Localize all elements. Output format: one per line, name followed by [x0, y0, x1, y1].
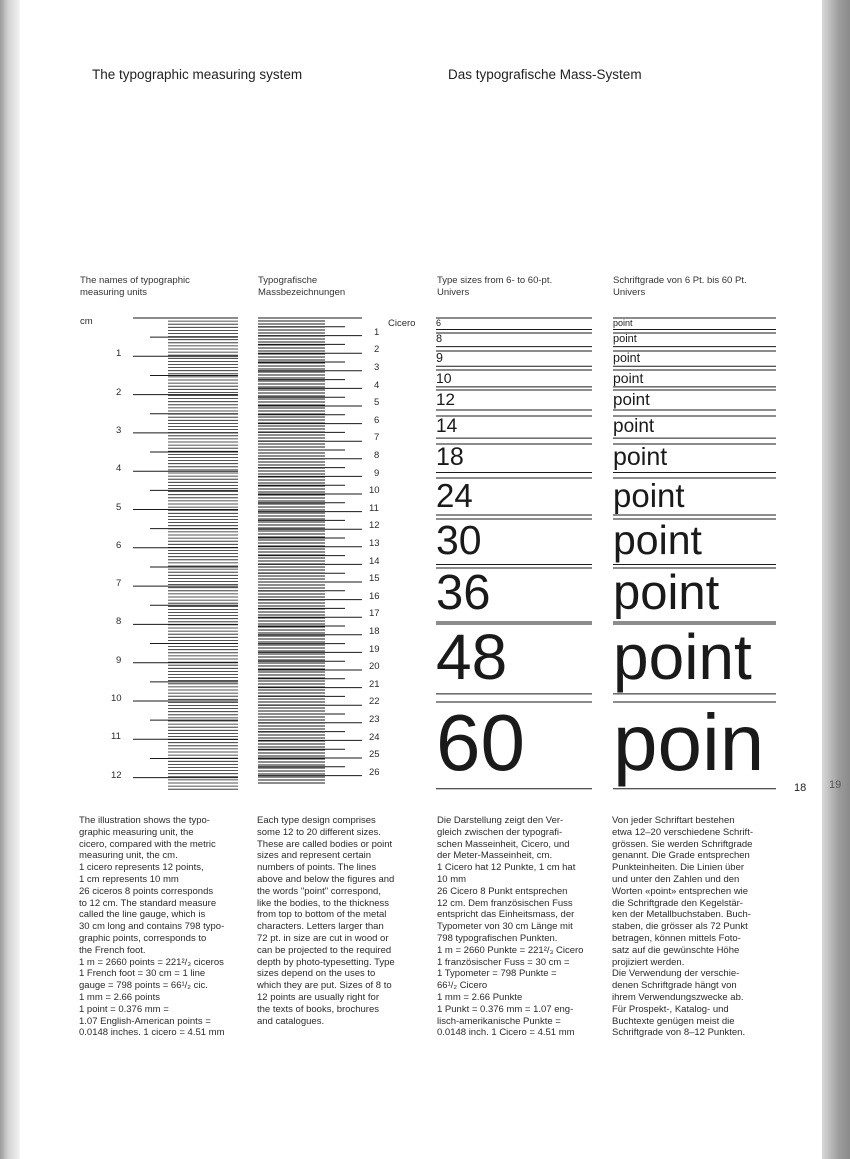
cicero-number: 5	[374, 397, 380, 409]
type-size-word: point	[613, 318, 633, 328]
cicero-number: 2	[374, 344, 380, 356]
caption-sizes-en: Type sizes from 6- to 60-pt. Univers	[437, 275, 553, 298]
type-size-number: 30	[436, 517, 482, 563]
type-size-word: point	[613, 566, 720, 620]
header-german: Das typografische Mass-System	[448, 67, 642, 82]
body-english-units: The illustration shows the typo- graphic measuring unit, the cicero, compared with the metric measuring unit, the cm. 1 cicero represents 12 points, 1 cm represents 10 mm 26 ciceros 8 points corresponds to 12 cm. The standard measure called the line gauge, which is 30 cm long and contains 798 typo- graphic points, corresponds to the French foot. 1 m = 2660 points = 221²/₃ ciceros 1 French foot = 30 cm = 1 line gauge = 798 points = 66¹/₂ cic. 1 mm = 2.66 points 1 point = 0.376 mm = 1.07 English-American points = 0.0148 inches. 1 cicero = 4.51 mm	[79, 815, 225, 1039]
cicero-number: 16	[369, 590, 380, 602]
cicero-number: 9	[374, 467, 380, 479]
cicero-label: Cicero	[388, 318, 416, 329]
caption-sizes-de: Schriftgrade von 6 Pt. bis 60 Pt. Univers	[613, 275, 747, 298]
type-size-number: 24	[436, 477, 473, 514]
type-size-number: 9	[436, 351, 443, 365]
caption-units-en: The names of typographic measuring units	[80, 275, 190, 298]
cm-number: 10	[111, 693, 122, 704]
cicero-number: 17	[369, 608, 380, 620]
cicero-number: 8	[374, 450, 380, 461]
type-size-word: point	[613, 333, 637, 345]
type-size-word: point	[613, 621, 752, 693]
body-english-sizes: Each type design comprises some 12 to 20 different sizes. These are called bodies or point sizes and represent certain numbers of points. The lines above and below the figures and the words "point" correspond, like the bodies, to the thickness from top to bottom of the metal characters. Letters larger than 72 pt. in size are cut in wood or can be projected to the required depth by photo-typesetting. Type sizes depend on the uses to which they are put. Sizes of 8 to 12 points are usually right for the texts of books, brochures and catalogues.	[257, 815, 395, 1027]
type-size-number: 6	[436, 318, 442, 328]
cm-number: 7	[116, 578, 122, 590]
cicero-number: 3	[374, 362, 380, 373]
cicero-number: 12	[369, 520, 380, 532]
cicero-number: 1	[374, 326, 380, 338]
type-size-word: point	[613, 443, 668, 471]
page-number-left: 18	[794, 782, 807, 794]
type-size-number: 12	[436, 390, 455, 409]
cm-number: 8	[116, 616, 122, 628]
cicero-number: 22	[369, 696, 380, 708]
cm-number: 9	[116, 654, 122, 666]
cicero-number: 21	[369, 678, 380, 690]
cicero-number: 25	[369, 749, 380, 761]
cicero-number: 18	[369, 626, 380, 637]
cm-number: 12	[111, 769, 122, 781]
type-size-number: 14	[436, 416, 458, 437]
type-size-word: point	[613, 416, 655, 437]
cicero-number: 7	[374, 432, 380, 444]
cicero-number: 15	[369, 573, 380, 585]
cicero-number: 23	[369, 714, 380, 725]
type-size-number: 10	[436, 370, 452, 386]
cicero-number: 6	[374, 414, 380, 426]
cm-number: 11	[111, 731, 121, 743]
cicero-number: 26	[369, 766, 380, 778]
cm-number: 1	[116, 348, 122, 360]
type-size-word: poin	[613, 698, 765, 787]
cm-number: 5	[116, 501, 122, 513]
type-size-word: point	[613, 517, 702, 563]
type-size-number: 48	[436, 621, 508, 693]
cicero-number: 11	[369, 502, 379, 514]
type-size-number: 36	[436, 566, 491, 620]
cm-number: 3	[116, 424, 122, 436]
body-german-units: Die Darstellung zeigt den Ver- gleich zwischen der typografi- schen Masseinheit, Cicero, und der Meter-Masseinheit, cm. 1 Cicero hat 12 Punkte, 1 cm hat 10 mm 26 Cicero 8 Punkt entsprechen 12 cm. Dem französischen Fuss entspricht das Einheitsmass, der Typometer von 30 cm Länge mit 798 typografischen Punkten. 1 m = 2660 Punkte = 221²/₃ Cicero 1 französischer Fuss = 30 cm = 1 Typometer = 798 Punkte = 66¹/₂ Cicero 1 mm = 2.66 Punkte 1 Punkt = 0.376 mm = 1.07 eng- lisch-amerikanische Punkte = 0.0148 inch. 1 Cicero = 4.51 mm	[437, 815, 584, 1039]
cicero-number: 20	[369, 661, 380, 673]
cicero-number: 24	[369, 731, 380, 743]
page-number-right: 19	[829, 779, 842, 791]
header-english: The typographic measuring system	[92, 67, 303, 82]
cm-number: 2	[116, 386, 122, 398]
cicero-number: 19	[369, 643, 380, 655]
type-size-word: point	[613, 351, 641, 365]
cm-number: 6	[116, 539, 122, 551]
type-size-number: 8	[436, 333, 443, 345]
cicero-number: 4	[374, 379, 380, 391]
cicero-number: 14	[369, 555, 380, 567]
cm-label: cm	[80, 316, 93, 327]
type-size-word: point	[613, 370, 644, 386]
cicero-number: 13	[369, 538, 380, 549]
type-size-word: point	[613, 477, 685, 514]
type-size-number: 18	[436, 443, 464, 471]
type-size-word: point	[613, 390, 650, 409]
cm-number: 4	[116, 463, 122, 475]
body-german-sizes: Von jeder Schriftart bestehen etwa 12–20 verschiedene Schrift- grössen. Sie werden Schriftgrade genannt. Die Grade entsprechen Punkteinheiten. Die Linien über und unter den Zahlen und den Worten «point» entsprechen wie die Schriftgrade den Kegelstär- ken der Metallbuchstaben. Buch- staben, die grösser als 72 Punkt betragen, können mittels Foto- satz auf die gewünschte Höhe projiziert werden. Die Verwendung der verschie- denen Schriftgrade hängt von ihrem Verwendungszwecke ab. Für Prospekt-, Katalog- und Buchtexte genügen meist die Schriftgrade von 8–12 Punkten.	[612, 815, 753, 1039]
caption-units-de: Typografische Massbezeichnungen	[258, 275, 346, 298]
type-size-number: 60	[436, 698, 525, 787]
cicero-number: 10	[369, 485, 380, 497]
